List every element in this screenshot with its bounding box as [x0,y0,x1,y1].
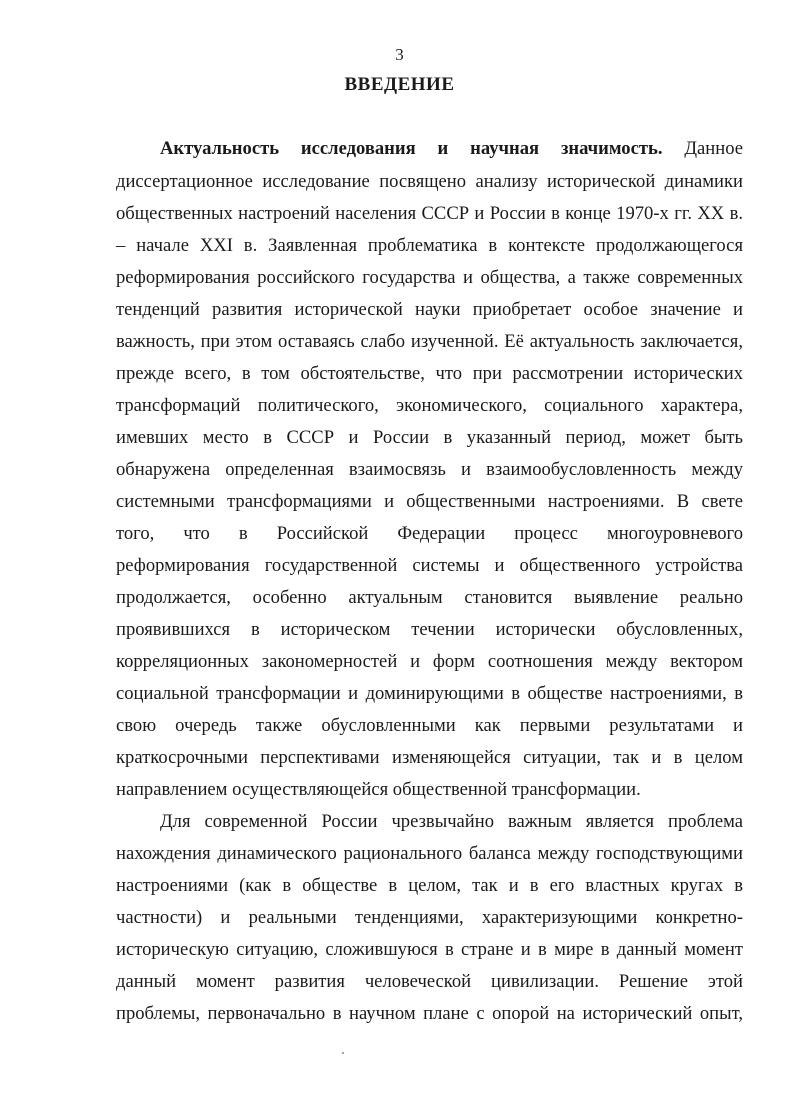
text-line: системными трансформациями и общественными настроениями. В свете [116,491,743,512]
text-line: обнаружена определенная взаимосвязь и взаимообусловленность между [116,459,743,480]
section-heading: ВВЕДЕНИЕ [344,74,455,95]
text-line: настроениями (как в обществе в целом, так и в его властных кругах в [116,875,743,896]
paragraph-1-first-line [160,137,743,161]
text-line: важность, при этом оставаясь слабо изученной. Её актуальность заключается, [116,331,743,352]
text-line: корреляционных закономерностей и форм соотношения между вектором [116,651,743,672]
paragraph-1-first-line-rest: Данное [684,138,743,159]
text-line: проблемы, первоначально в научном плане с опорой на исторический опыт, [116,1003,743,1024]
text-line: общественных настроений населения СССР и России в конце 1970-х гг. XX в. [116,203,743,224]
paragraph-1-lead: Актуальность исследования и научная значимость. [160,138,663,159]
text-line: частности) и реальными тенденциями, характеризующими конкретно- [116,907,743,928]
text-line: имевших место в СССР и России в указанный период, может быть [116,427,743,448]
text-line: диссертационное исследование посвящено анализу исторической динамики [116,171,743,192]
text-line: историческую ситуацию, сложившуюся в стране и в мире в данный момент [116,939,743,960]
text-line: социальной трансформации и доминирующими в обществе настроениями, в [116,683,743,704]
text-line: краткосрочными перспективами изменяющейся ситуации, так и в целом [116,747,743,768]
text-line: данный момент развития человеческой цивилизации. Решение этой [116,971,743,992]
text-line: трансформаций политического, экономического, социального характера, [116,395,743,416]
page-number: 3 [395,45,404,64]
text-line: – начале XXI в. Заявленная проблематика в контексте продолжающегося [116,235,743,256]
text-line: реформирования российского государства и общества, а также современных [116,267,743,288]
text-line: направлением осуществляющейся общественной трансформации. [116,779,641,800]
text-line: реформирования государственной системы и общественного устройства [116,555,743,576]
text-line: прежде всего, в том обстоятельстве, что при рассмотрении исторических [116,363,743,384]
scan-speck [342,1052,344,1054]
text-line: того, что в Российской Федерации процесс многоуровневого [116,523,743,544]
paragraph-2-first-line: Для современной России чрезвычайно важным является проблема [160,811,743,832]
text-line: тенденций развития исторической науки приобретает особое значение и [116,299,743,320]
text-line: продолжается, особенно актуальным становится выявление реально [116,587,743,608]
text-line: проявившихся в историческом течении исторически обусловленных, [116,619,743,640]
text-line: нахождения динамического рационального баланса между господствующими [116,843,743,864]
text-line: свою очередь также обусловленными как первыми результатами и [116,715,743,736]
